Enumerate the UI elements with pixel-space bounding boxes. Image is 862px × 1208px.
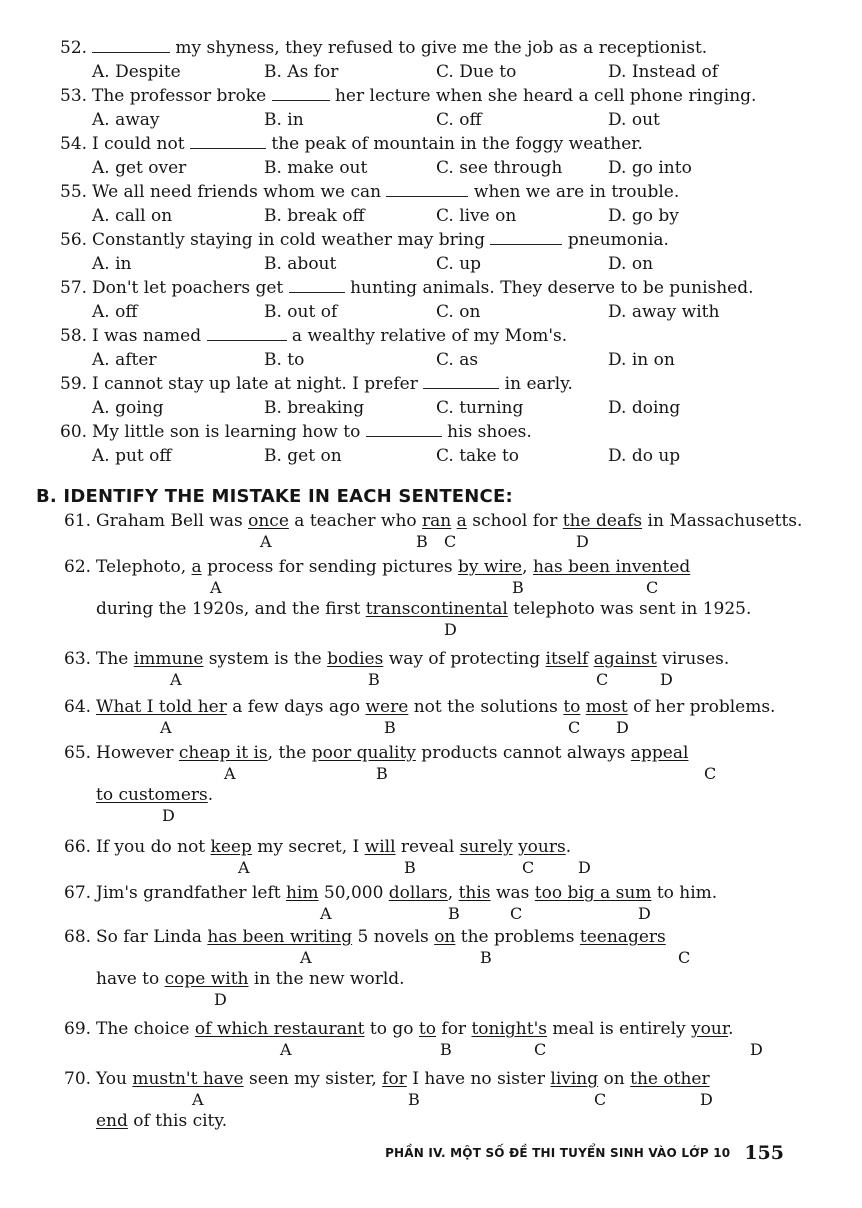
question-52 bbox=[60, 36, 790, 60]
option-d: D. on bbox=[608, 254, 654, 274]
option-b: B. As for bbox=[264, 62, 339, 82]
letter-a: A bbox=[300, 948, 312, 967]
sentence-line-continued bbox=[64, 784, 794, 806]
letter-d: D bbox=[576, 532, 589, 551]
option-c: C. live on bbox=[436, 206, 517, 226]
letter-a: A bbox=[224, 764, 236, 783]
letter-a: A bbox=[238, 858, 250, 877]
sentence-text: . bbox=[565, 837, 572, 857]
underlined-d: against bbox=[593, 649, 657, 669]
sentence-text: The choice bbox=[96, 1019, 195, 1039]
letter-d: D bbox=[638, 904, 651, 923]
question-number: 59. bbox=[60, 374, 88, 394]
question-number: 67. bbox=[64, 883, 92, 903]
option-a: A. call on bbox=[92, 206, 173, 226]
question-text: her lecture when she heard a cell phone ringing. bbox=[334, 86, 757, 106]
option-letters bbox=[64, 718, 794, 738]
underlined-d: cope with bbox=[164, 969, 249, 989]
letter-c: C bbox=[568, 718, 581, 737]
sentence-text: telephoto was sent in 1925. bbox=[507, 599, 752, 619]
question-number: 52. bbox=[60, 38, 88, 58]
options-52 bbox=[60, 60, 790, 84]
sentence-text: for bbox=[436, 1019, 472, 1039]
option-letters bbox=[64, 806, 794, 826]
question-54 bbox=[60, 132, 790, 156]
option-a: A. in bbox=[92, 254, 132, 274]
question-number: 69. bbox=[64, 1019, 92, 1039]
question-number: 62. bbox=[64, 557, 92, 577]
options-59 bbox=[60, 396, 790, 420]
sentence-text: way of protecting bbox=[383, 649, 546, 669]
option-d: D. out bbox=[608, 110, 660, 130]
sentence-line bbox=[64, 1018, 794, 1040]
letter-c: C bbox=[522, 858, 535, 877]
sentence-text: a teacher who bbox=[288, 511, 423, 531]
sentence-text: If you do not bbox=[96, 837, 211, 857]
question-text: in early. bbox=[504, 374, 573, 394]
letter-b: B bbox=[408, 1090, 420, 1109]
option-b: B. in bbox=[264, 110, 304, 130]
option-d: D. go into bbox=[608, 158, 692, 178]
sentence-text: to go bbox=[364, 1019, 419, 1039]
underlined-b: will bbox=[364, 837, 396, 857]
page-footer bbox=[385, 1142, 784, 1164]
option-letters bbox=[64, 948, 794, 968]
question-number: 58. bbox=[60, 326, 88, 346]
question-63 bbox=[64, 648, 794, 690]
underlined-d: transcontinental bbox=[365, 599, 508, 619]
underlined-b: to bbox=[418, 1019, 436, 1039]
question-text: My little son is learning how to bbox=[92, 422, 361, 442]
letter-d: D bbox=[750, 1040, 763, 1059]
option-letters bbox=[64, 578, 794, 598]
question-number: 63. bbox=[64, 649, 92, 669]
question-text: his shoes. bbox=[447, 422, 532, 442]
underlined-c: tonight's bbox=[471, 1019, 547, 1039]
question-number: 66. bbox=[64, 837, 92, 857]
answer-blank bbox=[207, 326, 287, 341]
underlined-b: bodies bbox=[327, 649, 384, 669]
question-66 bbox=[64, 836, 794, 878]
option-a: A. going bbox=[92, 398, 164, 418]
sentence-text: . bbox=[728, 1019, 734, 1039]
option-c: C. Due to bbox=[436, 62, 517, 82]
underlined-c: teenagers bbox=[579, 927, 666, 947]
question-number: 53. bbox=[60, 86, 88, 106]
question-text: when we are in trouble. bbox=[473, 182, 680, 202]
page-number: 155 bbox=[744, 1142, 784, 1164]
option-d: D. Instead of bbox=[608, 62, 719, 82]
underlined-b: were bbox=[365, 697, 409, 717]
letter-a: A bbox=[192, 1090, 204, 1109]
question-67 bbox=[64, 882, 794, 924]
question-number: 55. bbox=[60, 182, 88, 202]
series-title: PHẦN IV. MỘT SỐ ĐỀ THI TUYỂN SINH VÀO LỚP 10 bbox=[385, 1146, 731, 1160]
underlined-b: on bbox=[434, 927, 456, 947]
question-number: 68. bbox=[64, 927, 92, 947]
letter-b: B bbox=[512, 578, 524, 597]
letter-b: B bbox=[480, 948, 492, 967]
question-53 bbox=[60, 84, 790, 108]
letter-c: C bbox=[704, 764, 717, 783]
sentence-text: , bbox=[447, 883, 459, 903]
letter-a: A bbox=[260, 532, 272, 551]
sentence-text: during the 1920s, and the first bbox=[96, 599, 366, 619]
question-70 bbox=[64, 1068, 794, 1132]
letter-c: C bbox=[646, 578, 659, 597]
underlined-d: too big a sum bbox=[534, 883, 652, 903]
sentence-text: meal is entirely bbox=[546, 1019, 692, 1039]
options-58 bbox=[60, 348, 790, 372]
underlined-d: the deafs bbox=[562, 511, 643, 531]
question-65 bbox=[64, 742, 794, 826]
option-letters bbox=[64, 764, 794, 784]
sentence-text: 50,000 bbox=[318, 883, 389, 903]
underlined-a: mustn't have bbox=[132, 1069, 244, 1089]
sentence-text: I have no sister bbox=[406, 1069, 551, 1089]
question-number: 65. bbox=[64, 743, 92, 763]
underlined-c: surely bbox=[459, 837, 513, 857]
underlined-a: of which restaurant bbox=[194, 1019, 365, 1039]
sentence-line bbox=[64, 926, 794, 948]
underlined-c: to bbox=[563, 697, 581, 717]
option-b: B. out of bbox=[264, 302, 338, 322]
letter-a: A bbox=[320, 904, 332, 923]
option-a: A. put off bbox=[92, 446, 172, 466]
sentence-text: my secret, I bbox=[251, 837, 365, 857]
question-64 bbox=[64, 696, 794, 738]
question-text: the peak of mountain in the foggy weather. bbox=[271, 134, 643, 154]
underlined-e: end bbox=[96, 1111, 128, 1131]
sentence-line-continued bbox=[64, 598, 794, 620]
letter-d: D bbox=[162, 806, 175, 825]
option-c: C. take to bbox=[436, 446, 520, 466]
underlined-a: him bbox=[285, 883, 319, 903]
option-c: C. up bbox=[436, 254, 482, 274]
underlined-d: your bbox=[691, 1019, 729, 1039]
letter-c: C bbox=[596, 670, 609, 689]
underlined-c: itself bbox=[545, 649, 589, 669]
question-text: I could not bbox=[92, 134, 185, 154]
option-b: B. break off bbox=[264, 206, 365, 226]
sentence-text: viruses. bbox=[656, 649, 730, 669]
letter-c: C bbox=[678, 948, 691, 967]
options-53 bbox=[60, 108, 790, 132]
option-letters bbox=[64, 858, 794, 878]
sentence-text: So far Linda bbox=[96, 927, 208, 947]
sentence-line bbox=[64, 742, 794, 764]
underlined-c: has been invented bbox=[532, 557, 691, 577]
underlined-a: What I told her bbox=[96, 697, 227, 717]
letter-c: C bbox=[510, 904, 523, 923]
option-letters bbox=[64, 1090, 794, 1110]
question-58 bbox=[60, 324, 790, 348]
underlined-a: cheap it is bbox=[178, 743, 268, 763]
sentence-text: in Massachusetts. bbox=[642, 511, 803, 531]
sentence-line bbox=[64, 696, 794, 718]
answer-blank bbox=[272, 86, 330, 101]
sentence-line bbox=[64, 882, 794, 904]
sentence-text: 5 novels bbox=[352, 927, 435, 947]
question-55 bbox=[60, 180, 790, 204]
underlined-d: the other bbox=[630, 1069, 710, 1089]
option-c: C. see through bbox=[436, 158, 563, 178]
sentence-line-continued bbox=[64, 968, 794, 990]
letter-b: B bbox=[384, 718, 396, 737]
letter-d: D bbox=[616, 718, 629, 737]
underlined-a: keep bbox=[210, 837, 252, 857]
sentence-line bbox=[64, 510, 803, 532]
sentence-text: on bbox=[598, 1069, 631, 1089]
underlined-d: most bbox=[585, 697, 628, 717]
letter-a: A bbox=[160, 718, 172, 737]
option-letters bbox=[64, 670, 794, 690]
sentence-text: a few days ago bbox=[226, 697, 366, 717]
sentence-text: in the new world. bbox=[248, 969, 405, 989]
underlined-b: ran bbox=[422, 511, 452, 531]
sentence-text: to him. bbox=[651, 883, 718, 903]
sentence-line bbox=[64, 836, 794, 858]
question-text: a wealthy relative of my Mom's. bbox=[291, 326, 568, 346]
option-c: C. turning bbox=[436, 398, 524, 418]
option-b: B. about bbox=[264, 254, 337, 274]
letter-c: C bbox=[534, 1040, 547, 1059]
question-number: 61. bbox=[64, 511, 92, 531]
option-letters bbox=[64, 990, 794, 1010]
underlined-b: by wire bbox=[458, 557, 523, 577]
letter-d: D bbox=[214, 990, 227, 1009]
question-number: 57. bbox=[60, 278, 88, 298]
sentence-text: of her problems. bbox=[627, 697, 776, 717]
sentence-text: , the bbox=[267, 743, 312, 763]
section-heading: B. IDENTIFY THE MISTAKE IN EACH SENTENCE: bbox=[36, 486, 513, 507]
letter-d: D bbox=[700, 1090, 713, 1109]
option-d: D. do up bbox=[608, 446, 681, 466]
question-number: 70. bbox=[64, 1069, 92, 1089]
underlined-d: yours bbox=[518, 837, 566, 857]
option-a: A. away bbox=[92, 110, 160, 130]
option-d: D. go by bbox=[608, 206, 679, 226]
answer-blank bbox=[92, 38, 170, 53]
question-57 bbox=[60, 276, 790, 300]
question-text: hunting animals. They deserve to be punished. bbox=[350, 278, 754, 298]
options-55 bbox=[60, 204, 790, 228]
answer-blank bbox=[289, 278, 345, 293]
sentence-text: of this city. bbox=[127, 1111, 228, 1131]
option-letters bbox=[64, 1040, 794, 1060]
option-c: C. as bbox=[436, 350, 479, 370]
question-60 bbox=[60, 420, 790, 444]
letter-a: A bbox=[170, 670, 182, 689]
option-d: D. away with bbox=[608, 302, 720, 322]
question-68 bbox=[64, 926, 794, 1010]
sentence-text: Telephoto, bbox=[96, 557, 192, 577]
sentence-text: process for sending pictures bbox=[201, 557, 459, 577]
sentence-text: school for bbox=[466, 511, 563, 531]
question-text: Constantly staying in cold weather may bring bbox=[92, 230, 486, 250]
sentence-text: . bbox=[207, 785, 214, 805]
option-b: B. get on bbox=[264, 446, 342, 466]
options-57 bbox=[60, 300, 790, 324]
sentence-line-continued bbox=[64, 1110, 794, 1132]
option-letters bbox=[64, 904, 794, 924]
underlined-c: appeal bbox=[630, 743, 689, 763]
option-d: D. doing bbox=[608, 398, 681, 418]
answer-blank bbox=[366, 422, 442, 437]
question-59 bbox=[60, 372, 790, 396]
sentence-text: Graham Bell was bbox=[96, 511, 249, 531]
question-text: I cannot stay up late at night. I prefer bbox=[92, 374, 418, 394]
multiple-choice-list bbox=[60, 36, 790, 468]
letter-b: B bbox=[404, 858, 416, 877]
letter-a: A bbox=[280, 1040, 292, 1059]
question-number: 56. bbox=[60, 230, 88, 250]
option-letters bbox=[64, 532, 794, 552]
sentence-text: not the solutions bbox=[408, 697, 564, 717]
letter-b: B bbox=[448, 904, 460, 923]
option-a: A. get over bbox=[92, 158, 187, 178]
option-c: C. on bbox=[436, 302, 481, 322]
underlined-a: has been writing bbox=[207, 927, 353, 947]
sentence-text: The bbox=[96, 649, 134, 669]
options-56 bbox=[60, 252, 790, 276]
letter-b: B bbox=[416, 532, 428, 551]
letter-b: B bbox=[376, 764, 388, 783]
question-62 bbox=[64, 556, 794, 640]
answer-blank bbox=[490, 230, 562, 245]
underlined-b: dollars bbox=[388, 883, 448, 903]
underlined-a: a bbox=[191, 557, 202, 577]
sentence-text: seen my sister, bbox=[243, 1069, 383, 1089]
question-69 bbox=[64, 1018, 794, 1060]
question-number: 54. bbox=[60, 134, 88, 154]
underlined-a: once bbox=[248, 511, 289, 531]
underlined-c: a bbox=[456, 511, 467, 531]
question-number: 64. bbox=[64, 697, 92, 717]
sentence-text: products cannot always bbox=[415, 743, 631, 763]
underlined-b: for bbox=[382, 1069, 407, 1089]
sentence-text: , bbox=[522, 557, 533, 577]
underlined-c: this bbox=[458, 883, 491, 903]
letter-d: D bbox=[660, 670, 673, 689]
letter-a: A bbox=[210, 578, 222, 597]
letter-c: C bbox=[444, 532, 457, 551]
option-a: A. after bbox=[92, 350, 157, 370]
letter-b: B bbox=[368, 670, 380, 689]
question-56 bbox=[60, 228, 790, 252]
answer-blank bbox=[190, 134, 266, 149]
sentence-text: have to bbox=[96, 969, 165, 989]
sentence-line bbox=[64, 648, 794, 670]
answer-blank bbox=[423, 374, 499, 389]
option-a: A. Despite bbox=[92, 62, 181, 82]
letter-d: D bbox=[578, 858, 591, 877]
option-a: A. off bbox=[92, 302, 138, 322]
question-text: I was named bbox=[92, 326, 202, 346]
options-60 bbox=[60, 444, 790, 468]
sentence-text: reveal bbox=[395, 837, 460, 857]
question-text: my shyness, they refused to give me the job as a receptionist. bbox=[175, 38, 708, 58]
letter-c: C bbox=[594, 1090, 607, 1109]
option-b: B. make out bbox=[264, 158, 368, 178]
question-text: The professor broke bbox=[92, 86, 267, 106]
question-61 bbox=[64, 510, 803, 552]
sentence-text: system is the bbox=[203, 649, 328, 669]
option-d: D. in on bbox=[608, 350, 675, 370]
question-text: Don't let poachers get bbox=[92, 278, 284, 298]
option-b: B. to bbox=[264, 350, 305, 370]
option-c: C. off bbox=[436, 110, 482, 130]
question-text: We all need friends whom we can bbox=[92, 182, 382, 202]
option-b: B. breaking bbox=[264, 398, 365, 418]
sentence-line bbox=[64, 556, 794, 578]
letter-b: B bbox=[440, 1040, 452, 1059]
underlined-b: poor quality bbox=[311, 743, 416, 763]
sentence-text: the problems bbox=[455, 927, 580, 947]
sentence-text: Jim's grandfather left bbox=[96, 883, 286, 903]
answer-blank bbox=[386, 182, 468, 197]
sentence-text: However bbox=[96, 743, 179, 763]
sentence-text: You bbox=[96, 1069, 133, 1089]
sentence-text: was bbox=[490, 883, 535, 903]
sentence-line bbox=[64, 1068, 794, 1090]
underlined-c: living bbox=[550, 1069, 599, 1089]
options-54 bbox=[60, 156, 790, 180]
underlined-a: immune bbox=[133, 649, 204, 669]
letter-d: D bbox=[444, 620, 457, 639]
option-letters bbox=[64, 620, 794, 640]
underlined-d: to customers bbox=[96, 785, 208, 805]
question-text: pneumonia. bbox=[567, 230, 669, 250]
question-number: 60. bbox=[60, 422, 88, 442]
